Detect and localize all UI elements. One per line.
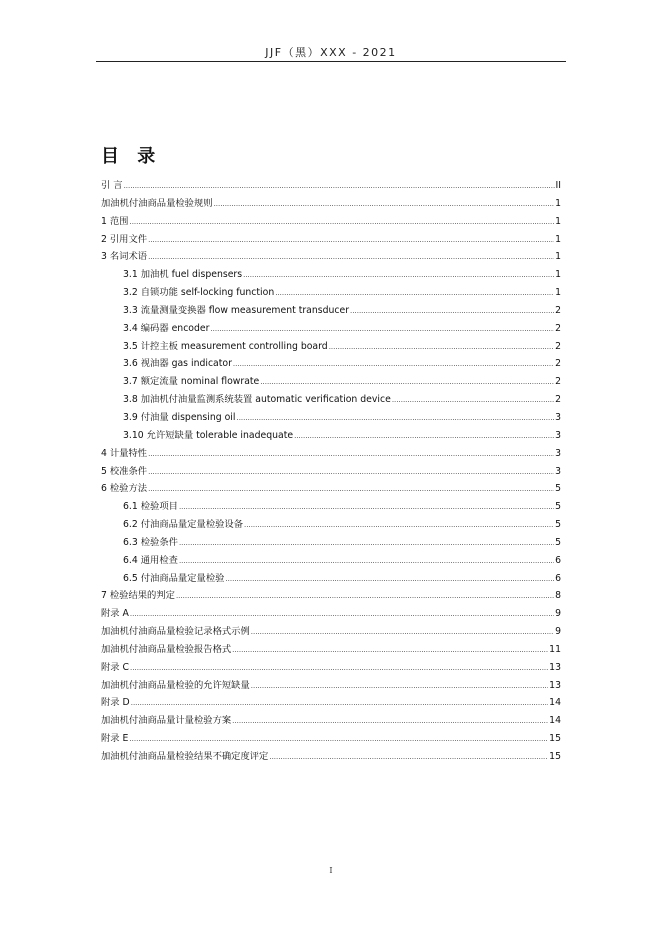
document-header: JJF（黑）XXX - 2021 xyxy=(265,46,397,59)
toc-entry-page: 1 xyxy=(555,233,561,245)
toc-leader-dots xyxy=(210,325,554,333)
toc-entry-title: 2 引用文件 xyxy=(101,233,148,245)
toc-entry-title: 3.5 计控主板 measurement controlling board xyxy=(123,340,328,352)
toc-entry[interactable] xyxy=(101,195,561,213)
toc-entry-title: 7 检验结果的判定 xyxy=(101,590,175,602)
toc-entry-page: 1 xyxy=(555,287,561,299)
toc-entry-page: 6 xyxy=(555,554,561,566)
toc-entry-title: 5 校准条件 xyxy=(101,465,148,477)
toc-entry-title: 加油机付油商品量检验结果不确定度评定 xyxy=(101,751,269,762)
toc-entry[interactable] xyxy=(101,712,561,730)
toc-entry-page: 13 xyxy=(549,679,561,691)
toc-entry-page: 2 xyxy=(555,322,561,334)
toc-entry-title: 加油机付油商品量检验记录格式示例 xyxy=(101,626,250,638)
toc-leader-dots xyxy=(130,610,554,618)
toc-entry-page: 14 xyxy=(549,697,561,709)
toc-entry-page: 14 xyxy=(549,715,561,727)
toc-entry[interactable] xyxy=(101,730,561,748)
toc-entry[interactable] xyxy=(101,748,561,766)
toc-entry-title: 3.10 允许短缺量 tolerable inadequate xyxy=(123,429,294,441)
toc-entry-page: 11 xyxy=(549,643,561,655)
toc-entry-page: 5 xyxy=(555,483,561,495)
toc-entry[interactable] xyxy=(101,552,561,570)
toc-entry[interactable] xyxy=(101,213,561,231)
toc-entry[interactable] xyxy=(101,284,561,302)
toc-entry-title: 附录 C xyxy=(101,661,130,673)
toc-leader-dots xyxy=(236,414,554,422)
toc-entry-page: 1 xyxy=(555,215,561,227)
toc-entry[interactable] xyxy=(101,480,561,498)
toc-entry[interactable] xyxy=(101,266,561,284)
toc-leader-dots xyxy=(214,200,555,208)
toc-entry-page: 1 xyxy=(555,251,561,263)
toc-entry[interactable] xyxy=(101,248,561,266)
table-of-contents xyxy=(101,177,561,766)
toc-entry[interactable] xyxy=(101,641,561,659)
toc-entry-title: 4 计量特性 xyxy=(101,447,148,459)
toc-entry[interactable] xyxy=(101,534,561,552)
toc-leader-dots xyxy=(251,628,554,636)
toc-entry-title: 加油机付油商品量检验报告格式 xyxy=(101,643,232,655)
toc-entry-page: 3 xyxy=(555,447,561,459)
toc-entry[interactable] xyxy=(101,605,561,623)
toc-entry-page: 2 xyxy=(555,304,561,316)
toc-entry-page: 3 xyxy=(555,465,561,477)
toc-leader-dots xyxy=(392,396,554,404)
page-number: I xyxy=(329,866,333,875)
toc-entry-title: 3.8 加油机付油量监测系统装置 automatic verification device xyxy=(123,394,391,406)
toc-entry-title: 附录 D xyxy=(101,697,130,709)
toc-entry-page: 3 xyxy=(555,411,561,423)
toc-entry-page: 2 xyxy=(555,358,561,370)
toc-entry-title: 附录 E xyxy=(101,733,129,745)
toc-leader-dots xyxy=(148,468,554,476)
toc-entry[interactable] xyxy=(101,427,561,445)
toc-leader-dots xyxy=(130,664,548,672)
header-divider xyxy=(96,61,566,62)
toc-entry-title: 3.7 额定流量 nominal flowrate xyxy=(123,376,260,388)
toc-entry-title: 6.2 付油商品量定量检验设备 xyxy=(123,519,244,531)
toc-entry[interactable] xyxy=(101,623,561,641)
toc-entry[interactable] xyxy=(101,373,561,391)
toc-entry-page: 9 xyxy=(555,608,561,620)
toc-leader-dots xyxy=(129,735,548,743)
toc-leader-dots xyxy=(232,646,548,654)
toc-leader-dots xyxy=(251,682,548,690)
toc-entry-page: 2 xyxy=(555,394,561,406)
toc-leader-dots xyxy=(350,307,554,315)
toc-entry-title: 6 检验方法 xyxy=(101,483,148,495)
toc-entry-page: 8 xyxy=(555,590,561,602)
toc-entry-page: 5 xyxy=(555,536,561,548)
toc-entry-title: 引 言 xyxy=(101,180,123,191)
toc-leader-dots xyxy=(233,360,554,368)
toc-entry[interactable] xyxy=(101,445,561,463)
toc-entry-title: 3.4 编码器 encoder xyxy=(123,322,210,334)
toc-entry[interactable] xyxy=(101,570,561,588)
toc-entry-page: 1 xyxy=(555,197,561,209)
toc-leader-dots xyxy=(148,253,554,261)
toc-entry-page: 5 xyxy=(555,501,561,513)
toc-entry-title: 加油机付油商品量检验的允许短缺量 xyxy=(101,679,250,691)
toc-entry-title: 6.4 通用检查 xyxy=(123,554,178,566)
toc-leader-dots xyxy=(294,432,554,440)
toc-entry[interactable] xyxy=(101,320,561,338)
toc-leader-dots xyxy=(243,271,554,279)
toc-entry-page: 2 xyxy=(555,340,561,352)
toc-entry[interactable] xyxy=(101,498,561,516)
toc-entry-title: 6.3 检验条件 xyxy=(123,536,178,548)
toc-entry[interactable] xyxy=(101,516,561,534)
toc-entry-title: 3 名词术语 xyxy=(101,251,148,263)
toc-entry[interactable] xyxy=(101,391,561,409)
toc-entry-title: 3.2 自锁功能 self-locking function xyxy=(123,287,275,299)
toc-entry[interactable] xyxy=(101,659,561,677)
toc-leader-dots xyxy=(260,378,554,386)
toc-entry-title: 6.5 付油商品量定量检验 xyxy=(123,572,225,584)
toc-entry-title: 加油机付油商品量计量检验方案 xyxy=(101,715,232,727)
toc-entry[interactable] xyxy=(101,302,561,320)
toc-entry-title: 附录 A xyxy=(101,608,129,620)
toc-leader-dots xyxy=(269,753,548,761)
toc-leader-dots xyxy=(176,592,554,600)
toc-entry-page: 13 xyxy=(549,661,561,673)
toc-entry-page: 3 xyxy=(555,429,561,441)
toc-entry[interactable] xyxy=(101,338,561,356)
toc-entry-page: 2 xyxy=(555,376,561,388)
toc-entry[interactable] xyxy=(101,463,561,481)
toc-entry-page: II xyxy=(555,180,561,191)
toc-entry-title: 1 范围 xyxy=(101,215,129,227)
toc-leader-dots xyxy=(124,182,555,190)
toc-leader-dots xyxy=(129,218,554,226)
toc-entry-page: 6 xyxy=(555,572,561,584)
toc-leader-dots xyxy=(179,539,554,547)
toc-title: 目 录 xyxy=(101,146,162,167)
toc-entry[interactable] xyxy=(101,409,561,427)
toc-entry-title: 加油机付油商品量检验规则 xyxy=(101,197,213,209)
toc-leader-dots xyxy=(232,717,548,725)
toc-entry[interactable] xyxy=(101,177,561,195)
toc-entry[interactable] xyxy=(101,355,561,373)
toc-entry-page: 15 xyxy=(549,733,561,745)
toc-entry-title: 3.1 加油机 fuel dispensers xyxy=(123,269,243,281)
toc-entry-title: 3.3 流量测量变换器 flow measurement transducer xyxy=(123,304,350,316)
toc-entry[interactable] xyxy=(101,231,561,249)
toc-entry[interactable] xyxy=(101,677,561,695)
toc-leader-dots xyxy=(148,236,554,244)
toc-entry-page: 5 xyxy=(555,519,561,531)
toc-entry-title: 3.9 付油量 dispensing oil xyxy=(123,411,236,423)
toc-leader-dots xyxy=(329,343,554,351)
toc-leader-dots xyxy=(179,557,554,565)
toc-entry-title: 3.6 视油器 gas indicator xyxy=(123,358,232,370)
toc-entry-title: 6.1 检验项目 xyxy=(123,501,178,513)
toc-entry[interactable] xyxy=(101,694,561,712)
toc-leader-dots xyxy=(148,485,554,493)
toc-entry[interactable] xyxy=(101,587,561,605)
toc-leader-dots xyxy=(131,699,548,707)
toc-leader-dots xyxy=(225,575,554,583)
toc-entry-page: 15 xyxy=(549,751,561,762)
toc-leader-dots xyxy=(244,521,554,529)
toc-leader-dots xyxy=(179,503,554,511)
toc-leader-dots xyxy=(148,450,554,458)
toc-entry-page: 9 xyxy=(555,626,561,638)
toc-leader-dots xyxy=(275,289,554,297)
toc-entry-page: 1 xyxy=(555,269,561,281)
